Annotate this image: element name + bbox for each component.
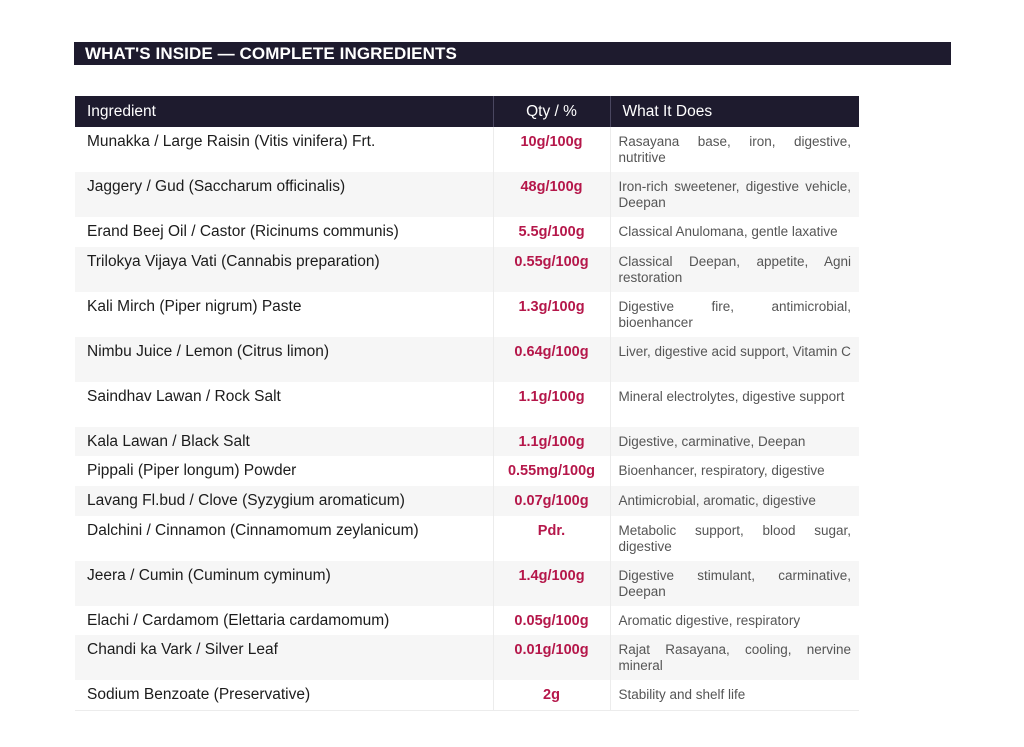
qty-cell: 10g/100g (493, 127, 610, 172)
ingredient-cell: Nimbu Juice / Lemon (Citrus limon) (75, 337, 493, 382)
qty-cell: 0.07g/100g (493, 486, 610, 516)
qty-cell: 1.3g/100g (493, 292, 610, 337)
what-it-does-cell: Digestive fire, antimicrobial, bioenhancer (618, 298, 851, 330)
table-row (75, 172, 859, 217)
what-it-does-cell: Mineral electrolytes, digestive support (618, 388, 845, 404)
what-it-does-cell: Liver, digestive acid support, Vitamin C (618, 343, 851, 359)
ingredient-cell: Elachi / Cardamom (Elettaria cardamomum) (75, 606, 493, 636)
qty-cell: Pdr. (493, 516, 610, 561)
table-row (75, 217, 859, 247)
ingredient-cell: Munakka / Large Raisin (Vitis vinifera) Frt. (75, 127, 493, 172)
table-row (75, 127, 859, 172)
table-body (75, 127, 859, 710)
ingredient-cell: Chandi ka Vark / Silver Leaf (75, 635, 493, 680)
table-row (75, 680, 859, 710)
qty-cell: 1.1g/100g (493, 382, 610, 427)
table-row (75, 516, 859, 561)
what-it-does-cell: Classical Deepan, appetite, Agni restoration (618, 253, 851, 285)
what-it-does-cell: Aromatic digestive, respiratory (618, 612, 801, 628)
table-row (75, 561, 859, 606)
ingredient-cell: Saindhav Lawan / Rock Salt (75, 382, 493, 427)
table-row (75, 427, 859, 457)
qty-cell: 1.4g/100g (493, 561, 610, 606)
table-row (75, 486, 859, 516)
qty-cell: 1.1g/100g (493, 427, 610, 457)
table-row (75, 382, 859, 427)
table-row (75, 337, 859, 382)
header-row (75, 96, 859, 127)
ingredient-cell: Jaggery / Gud (Saccharum officinalis) (75, 172, 493, 217)
what-it-does-cell: Antimicrobial, aromatic, digestive (618, 493, 816, 509)
ingredient-cell: Pippali (Piper longum) Powder (75, 456, 493, 486)
what-it-does-cell: Metabolic support, blood sugar, digestive (618, 522, 851, 554)
ingredient-cell: Dalchini / Cinnamon (Cinnamomum zeylanicum) (75, 516, 493, 561)
qty-cell: 0.64g/100g (493, 337, 610, 382)
what-it-does-cell: Iron-rich sweetener, digestive vehicle, Deepan (618, 179, 851, 210)
qty-cell: 0.55g/100g (493, 247, 610, 292)
qty-cell: 5.5g/100g (493, 217, 610, 247)
qty-cell: 0.05g/100g (493, 606, 610, 636)
ingredient-cell: Kali Mirch (Piper nigrum) Paste (75, 292, 493, 337)
what-it-does-cell: Rajat Rasayana, cooling, nervine mineral (618, 642, 851, 674)
what-it-does-cell: Classical Anulomana, gentle laxative (618, 224, 838, 239)
what-it-does-cell: Stability and shelf life (610, 680, 859, 710)
qty-cell: 0.55mg/100g (493, 456, 610, 486)
qty-cell: 48g/100g (493, 172, 610, 217)
table-row (75, 247, 859, 292)
table-row (75, 635, 859, 680)
what-it-does-cell: Digestive stimulant, carminative, Deepan (618, 567, 851, 599)
column-header-qty: Qty / % (493, 96, 610, 127)
section-title: WHAT'S INSIDE — COMPLETE INGREDIENTS (74, 42, 951, 65)
table-row (75, 292, 859, 337)
table-header (75, 96, 859, 127)
table-row (75, 456, 859, 486)
what-it-does-cell: Rasayana base, iron, digestive, nutritive (618, 134, 851, 165)
column-header-what-it-does: What It Does (622, 102, 713, 120)
ingredient-cell: Jeera / Cumin (Cuminum cyminum) (75, 561, 493, 606)
ingredient-cell: Trilokya Vijaya Vati (Cannabis preparation) (75, 247, 493, 292)
what-it-does-cell: Digestive, carminative, Deepan (618, 433, 806, 449)
ingredient-cell: Erand Beej Oil / Castor (Ricinums communis) (75, 217, 493, 247)
qty-cell: 0.01g/100g (493, 635, 610, 680)
ingredients-table (75, 96, 859, 711)
ingredient-cell: Kala Lawan / Black Salt (75, 427, 493, 457)
qty-cell: 2g (493, 680, 610, 710)
ingredient-cell: Lavang Fl.bud / Clove (Syzygium aromaticum) (75, 486, 493, 516)
table-row (75, 606, 859, 636)
ingredient-cell: Sodium Benzoate (Preservative) (75, 680, 493, 710)
column-header-ingredient: Ingredient (75, 96, 493, 127)
what-it-does-cell: Bioenhancer, respiratory, digestive (618, 463, 825, 479)
